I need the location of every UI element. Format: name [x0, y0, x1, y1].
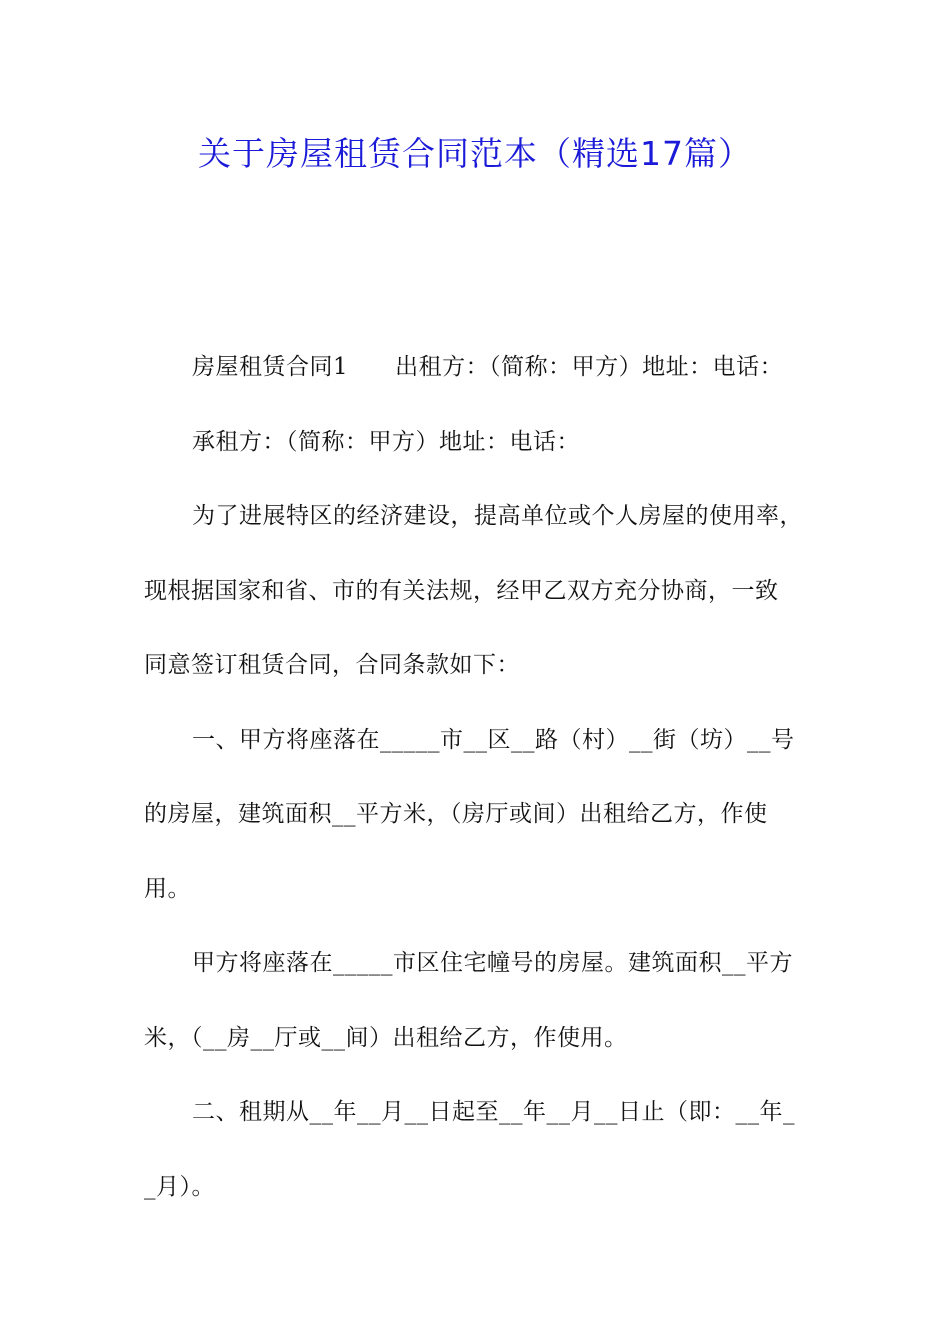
paragraph-line: 同意签订租赁合同，合同条款如下： — [144, 652, 520, 678]
document-title: 关于房屋租赁合同范本（精选17篇） — [198, 134, 752, 173]
paragraph-line: 为了进展特区的经济建设，提高单位或个人房屋的使用率， — [192, 503, 803, 529]
paragraph-line: 的房屋，建筑面积__平方米，（房厅或间）出租给乙方，作使 — [144, 801, 768, 827]
paragraph-line: 房屋租赁合同1 出租方：（简称：甲方）地址：电话： — [192, 354, 784, 380]
paragraph-line: 一、甲方将座落在_____市__区__路（村）__街（坊）__号 — [192, 726, 795, 753]
paragraph-line: 用。 — [144, 875, 191, 902]
paragraph-line: 甲方将座落在_____市区住宅幢号的房屋。建筑面积__平方 — [192, 950, 793, 976]
paragraph-line: 现根据国家和省、市的有关法规，经甲乙双方充分协商，一致 — [144, 577, 779, 604]
paragraph-line: 米，（__房__厅或__间）出租给乙方，作使用。 — [144, 1024, 628, 1051]
paragraph-line: 二、租期从__年__月__日起至__年__月__日止（即：__年_ — [192, 1099, 795, 1125]
paragraph-line: _月）。 — [144, 1173, 215, 1200]
paragraph-line: 承租方：（简称：甲方）地址：电话： — [192, 428, 580, 455]
document-body — [144, 330, 809, 1224]
